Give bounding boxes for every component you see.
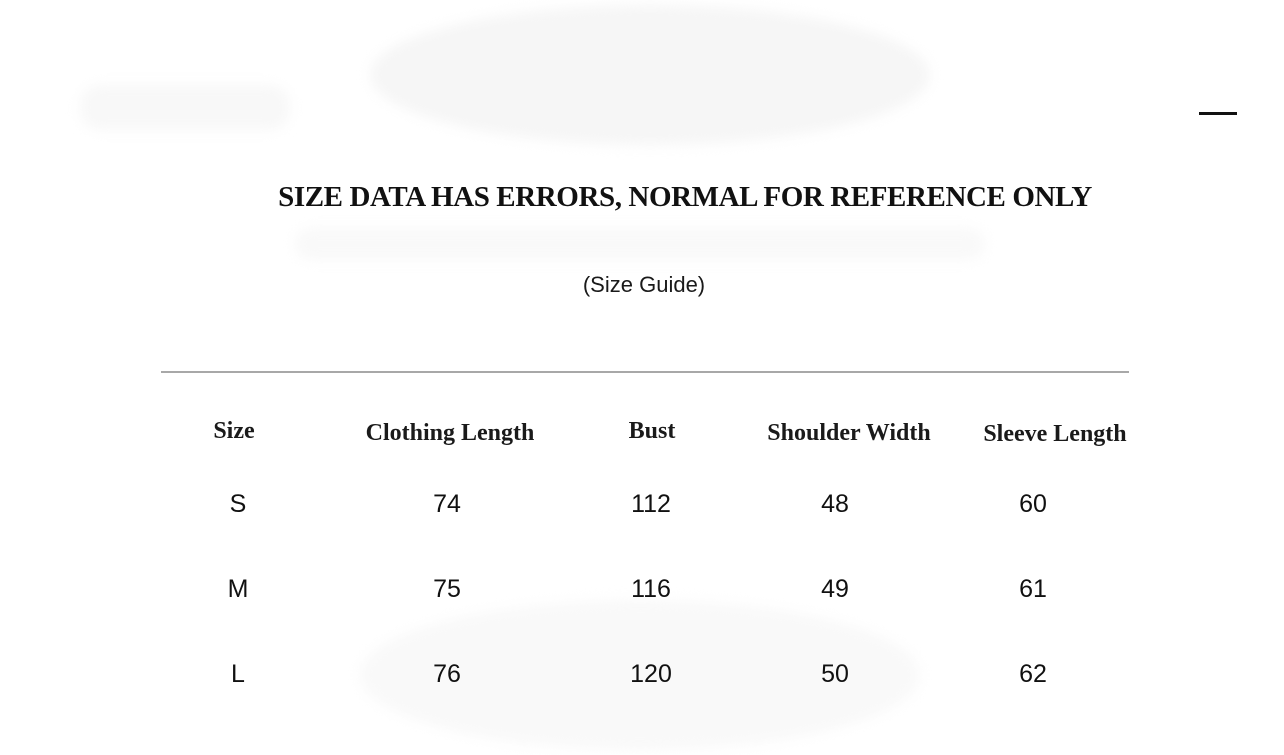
column-header-clothing-length: Clothing Length <box>365 420 535 446</box>
notice-title-container <box>0 181 1284 214</box>
table-cell-clothing-length: 74 <box>433 490 461 518</box>
table-cell-clothing-length: 76 <box>433 660 461 688</box>
background-blur <box>80 85 290 130</box>
column-header-bust: Bust <box>628 418 676 444</box>
background-blur <box>295 228 985 260</box>
table-cell-bust: 112 <box>631 490 671 518</box>
column-header-size: Size <box>213 418 255 444</box>
table-cell-sleeve-length: 62 <box>1019 660 1047 688</box>
column-header-sleeve-length: Sleeve Length <box>983 421 1127 447</box>
page-subtitle: (Size Guide) <box>582 272 706 297</box>
column-header-shoulder-width: Shoulder Width <box>767 420 931 446</box>
table-cell-size: M <box>227 575 249 603</box>
table-cell-shoulder-width: 48 <box>821 490 849 518</box>
page-title: SIZE DATA HAS ERRORS, NORMAL FOR REFERENCE ONLY <box>278 181 1092 213</box>
table-cell-size: L <box>231 660 245 688</box>
minimize-icon[interactable] <box>1199 112 1237 115</box>
table-cell-size: S <box>229 490 247 518</box>
table-cell-bust: 120 <box>630 660 672 688</box>
divider <box>161 371 1129 373</box>
table-cell-shoulder-width: 50 <box>821 660 849 688</box>
background-blur <box>370 5 930 145</box>
subtitle-container <box>0 272 1284 298</box>
table-cell-bust: 116 <box>631 575 671 603</box>
table-cell-shoulder-width: 49 <box>821 575 849 603</box>
table-cell-sleeve-length: 61 <box>1019 575 1047 603</box>
table-cell-sleeve-length: 60 <box>1019 490 1047 518</box>
table-cell-clothing-length: 75 <box>433 575 461 603</box>
